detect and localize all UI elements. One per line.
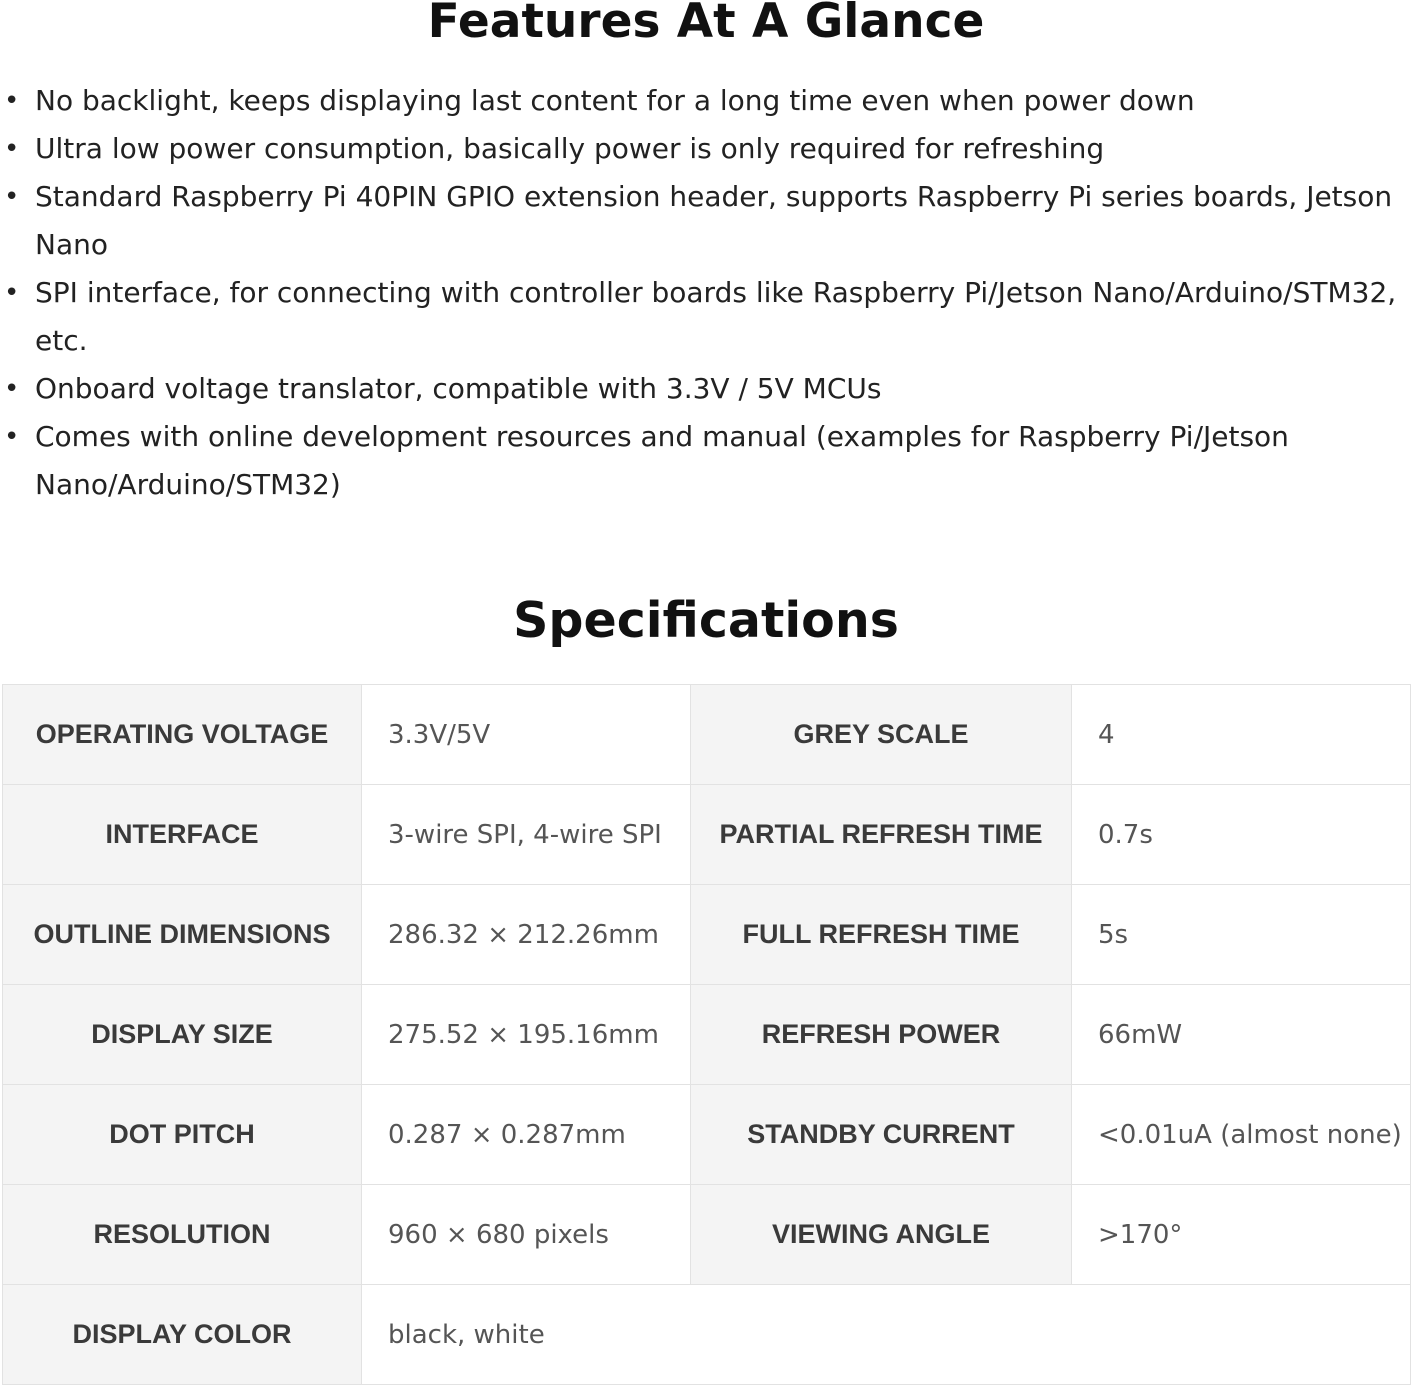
spec-value: 0.287 × 0.287mm [362,1085,691,1185]
spec-label: PARTIAL REFRESH TIME [691,785,1072,885]
bullet-icon: • [4,278,20,308]
spec-label: REFRESH POWER [691,985,1072,1085]
table-row [3,785,1411,885]
spec-value: 960 × 680 pixels [362,1185,691,1285]
spec-value: 4 [1072,685,1411,785]
features-list [0,77,1412,509]
table-row [3,1285,1411,1385]
spec-label: DISPLAY COLOR [3,1285,362,1385]
spec-label: RESOLUTION [3,1185,362,1285]
spec-value: 286.32 × 212.26mm [362,885,691,985]
feature-item [0,77,1412,125]
table-row [3,1085,1411,1185]
bullet-icon: • [4,182,20,212]
spec-value: <0.01uA (almost none) [1072,1085,1411,1185]
feature-text: Comes with online development resources and manual (examples for Raspberry Pi/Jetson Nano/Arduino/STM32) [35,420,1289,501]
specifications-table [2,684,1411,1385]
spec-label: OUTLINE DIMENSIONS [3,885,362,985]
spec-value: 3.3V/5V [362,685,691,785]
spec-label: OPERATING VOLTAGE [3,685,362,785]
spec-label: DISPLAY SIZE [3,985,362,1085]
bullet-icon: • [4,422,20,452]
spec-label: INTERFACE [3,785,362,885]
spec-value: black, white [362,1285,1411,1385]
spec-label: DOT PITCH [3,1085,362,1185]
spec-value: 5s [1072,885,1411,985]
spec-value: 275.52 × 195.16mm [362,985,691,1085]
table-row [3,985,1411,1085]
spec-label: GREY SCALE [691,685,1072,785]
bullet-icon: • [4,374,20,404]
feature-item [0,269,1412,365]
spec-value: 3-wire SPI, 4-wire SPI [362,785,691,885]
bullet-icon: • [4,86,20,116]
features-title: Features At A Glance [427,0,985,49]
feature-text: Onboard voltage translator, compatible with 3.3V / 5V MCUs [35,372,882,405]
spec-label: VIEWING ANGLE [691,1185,1072,1285]
spec-value: 66mW [1072,985,1411,1085]
spec-value: 0.7s [1072,785,1411,885]
feature-text: Ultra low power consumption, basically power is only required for refreshing [35,132,1105,165]
feature-item [0,173,1412,269]
table-row [3,1185,1411,1285]
bullet-icon: • [4,134,20,164]
table-row [3,885,1411,985]
spec-label: FULL REFRESH TIME [691,885,1072,985]
table-row [3,685,1411,785]
spec-label: STANDBY CURRENT [691,1085,1072,1185]
feature-item [0,413,1412,509]
feature-item [0,125,1412,173]
feature-text: Standard Raspberry Pi 40PIN GPIO extension header, supports Raspberry Pi series boards, Jetson Nano [35,180,1393,261]
feature-text: No backlight, keeps displaying last content for a long time even when power down [35,84,1195,117]
specifications-title: Specifications [513,592,899,649]
feature-item [0,365,1412,413]
feature-text: SPI interface, for connecting with controller boards like Raspberry Pi/Jetson Nano/Arduino/STM32, etc. [35,276,1397,357]
spec-value: >170° [1072,1185,1411,1285]
